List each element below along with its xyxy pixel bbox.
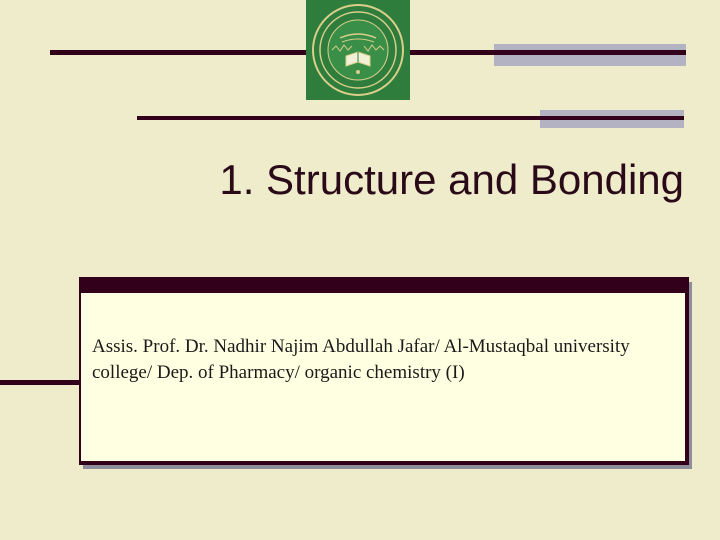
top-right-accent-bar <box>494 44 686 66</box>
top-left-rule <box>50 50 308 55</box>
university-logo <box>306 0 410 100</box>
author-affiliation-text: Assis. Prof. Dr. Nadhir Najim Abdullah Jafar/ Al-Mustaqbal university college/ Dep. of Pharmacy/ organic chemistry (I) <box>92 336 630 383</box>
university-seal-icon <box>310 2 406 98</box>
second-rule <box>137 116 684 120</box>
slide-title: 1. Structure and Bonding <box>219 156 684 203</box>
top-right-rule <box>410 50 686 55</box>
left-edge-rule <box>0 380 80 385</box>
